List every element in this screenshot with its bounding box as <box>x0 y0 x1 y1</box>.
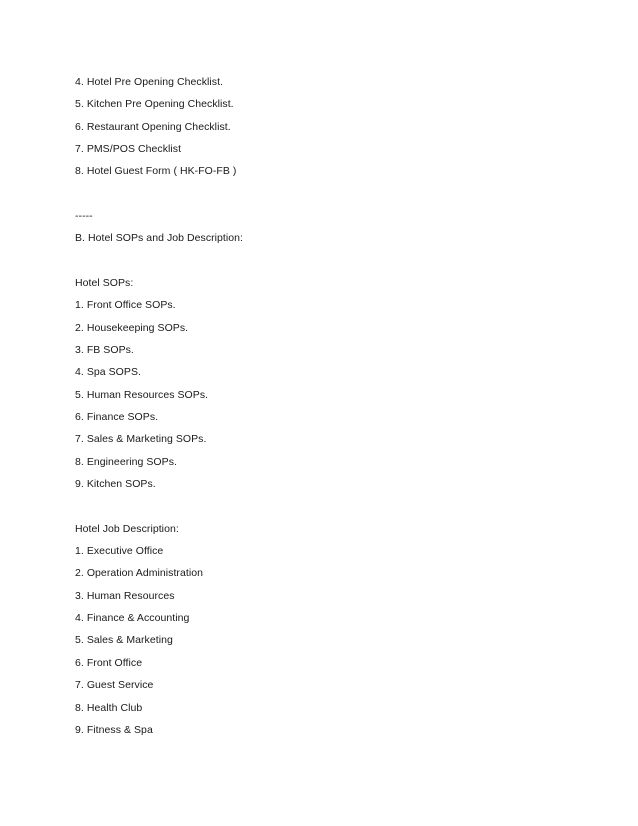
job-heading: Hotel Job Description: <box>75 523 179 535</box>
sops-item: 7. Sales & Marketing SOPs. <box>75 433 207 445</box>
sops-item: 6. Finance SOPs. <box>75 411 159 423</box>
checklist-item: 8. Hotel Guest Form ( HK-FO-FB ) <box>75 165 237 177</box>
sops-item: 2. Housekeeping SOPs. <box>75 322 189 334</box>
job-item: 7. Guest Service <box>75 679 154 691</box>
job-item: 2. Operation Administration <box>75 567 204 579</box>
job-item: 8. Health Club <box>75 702 143 714</box>
section-heading: B. Hotel SOPs and Job Description: <box>75 232 244 244</box>
job-item: 3. Human Resources <box>75 590 175 602</box>
sops-item: 9. Kitchen SOPs. <box>75 478 156 490</box>
job-item: 1. Executive Office <box>75 545 164 557</box>
sops-item: 1. Front Office SOPs. <box>75 299 176 311</box>
job-item: 4. Finance & Accounting <box>75 612 190 624</box>
sops-heading: Hotel SOPs: <box>75 277 134 289</box>
job-item: 9. Fitness & Spa <box>75 724 153 736</box>
sops-item: 5. Human Resources SOPs. <box>75 389 209 401</box>
sops-item: 4. Spa SOPS. <box>75 366 141 378</box>
sops-item: 8. Engineering SOPs. <box>75 456 177 468</box>
checklist-item: 5. Kitchen Pre Opening Checklist. <box>75 98 234 110</box>
checklist-item: 4. Hotel Pre Opening Checklist. <box>75 76 224 88</box>
checklist-item: 6. Restaurant Opening Checklist. <box>75 121 231 133</box>
sops-item: 3. FB SOPs. <box>75 344 134 356</box>
checklist-item: 7. PMS/POS Checklist <box>75 143 182 155</box>
separator: ----- <box>75 210 93 222</box>
job-item: 6. Front Office <box>75 657 143 669</box>
job-item: 5. Sales & Marketing <box>75 634 173 646</box>
